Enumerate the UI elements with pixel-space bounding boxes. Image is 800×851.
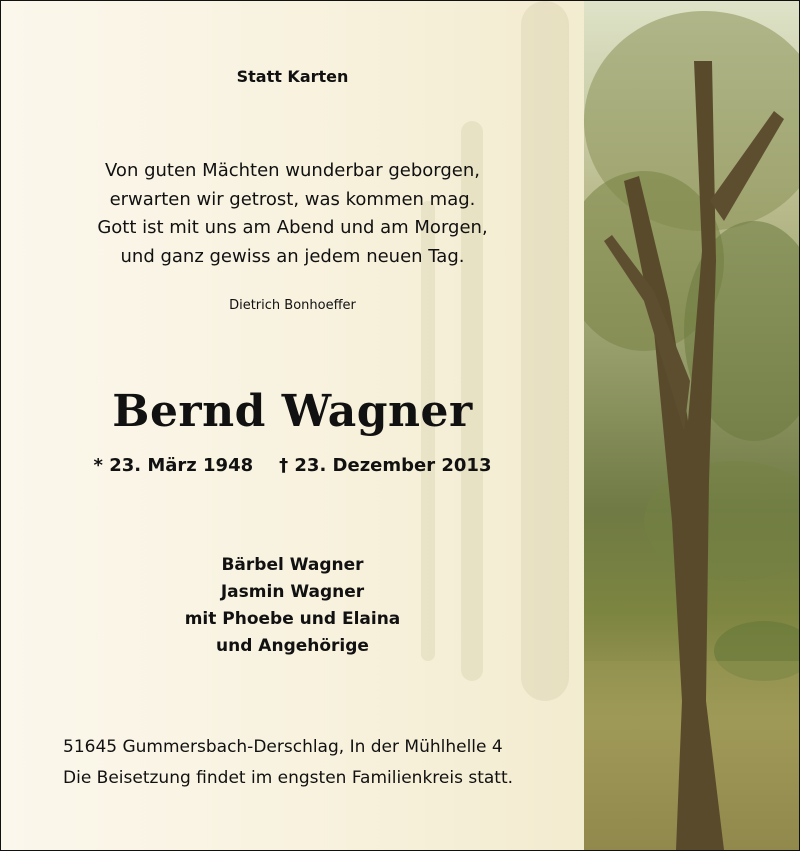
poem-line: Von guten Mächten wunderbar geborgen, bbox=[105, 160, 480, 181]
poem-author: Dietrich Bonhoeffer bbox=[229, 298, 356, 313]
deceased-name: Bernd Wagner bbox=[112, 386, 473, 437]
tree-photo bbox=[584, 1, 800, 850]
statt-karten-heading: Statt Karten bbox=[236, 67, 349, 86]
address-line: 51645 Gummersbach-Derschlag, In der Mühlhelle 4 bbox=[63, 737, 503, 757]
tree-illustration bbox=[584, 1, 800, 850]
mourner: Bärbel Wagner bbox=[221, 555, 364, 575]
burial-notice: Die Beisetzung findet im engsten Familienkreis statt. bbox=[63, 768, 514, 788]
life-dates bbox=[1, 455, 584, 476]
footer bbox=[63, 732, 513, 794]
birth-date: * 23. März 1948 bbox=[93, 455, 254, 476]
mourners-list bbox=[1, 552, 584, 660]
death-date: † 23. Dezember 2013 bbox=[279, 455, 492, 476]
poem bbox=[1, 157, 584, 271]
poem-line: Gott ist mit uns am Abend und am Morgen, bbox=[97, 217, 488, 238]
mourner: und Angehörige bbox=[216, 636, 369, 656]
mourner: mit Phoebe und Elaina bbox=[184, 609, 401, 629]
poem-line: und ganz gewiss an jedem neuen Tag. bbox=[120, 245, 465, 267]
mourner: Jasmin Wagner bbox=[220, 582, 365, 602]
poem-line: erwarten wir getrost, was kommen mag. bbox=[109, 188, 476, 210]
